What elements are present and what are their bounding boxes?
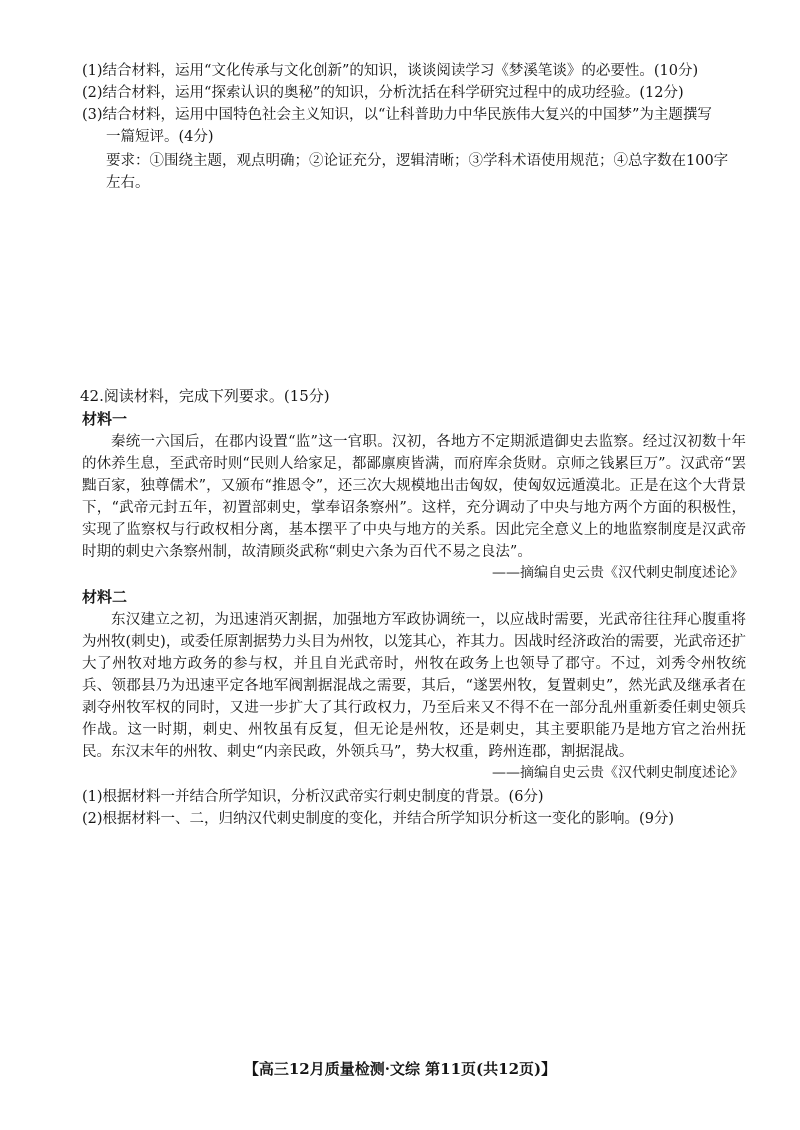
- page-footer: 【高三12月质量检测·文综 第11页(共12页)】: [243, 1060, 557, 1078]
- material-2-text: 东汉建立之初，为迅速消灭割据，加强地方军政协调统一，以应战时需要，光武帝往往拜心腹重将为州牧(刺史)，或委任原割据势力头目为州牧，以笼其心，祚其力。因战时经济政治的需要，光武帝还扩大了州牧对地方政务的参与权，并且自光武帝时，州牧在政务上也领导了郡守。不过，刘秀令州牧统兵、领郡县乃为迅速平定各地军阀割据混战之需要，其后，“遂罢州牧，复置刺史”，然光武及继承者在剥夺州牧军权的同时，又进一步扩大了其行政权力，乃至后来又不得不在一部分乱州重新委任刺史领兵作战。这一时期，刺史、州牧虽有反复，但无论是州牧，还是刺史，其主要职能乃是地方官之治州抚民。东汉末年的州牧、刺史“内亲民政，外领兵马”，势大权重，跨州连郡，割据混战。: [82, 612, 746, 760]
- material-2-label: 材料二: [82, 588, 128, 606]
- material-1-source: ——摘编自史云贵《汉代刺史制度述论》: [492, 565, 744, 581]
- requirements-line-continued: 左右。: [106, 175, 150, 191]
- material-2-source: ——摘编自史云贵《汉代刺史制度述论》: [492, 765, 744, 781]
- question-42-2: (2)根据材料一、二，归纳汉代刺史制度的变化，并结合所学知识分析这一变化的影响。(9分): [82, 811, 675, 827]
- material-1-text: 秦统一六国后，在郡内设置“监”这一官职。汉初，各地方不定期派遣御史去监察。经过汉初数十年的休养生息，至武帝时则“民则人给家足，都鄙廪庾皆满，而府库余货财。京师之钱累巨万”。汉武帝“罢黜百家，独尊儒术”，又颁布“推恩令”，还三次大规模地出击匈奴，使匈奴远遁漠北。正是在这个大背景下，“武帝元封五年，初置部刺史，掌奉诏条察州”。这样，充分调动了中央与地方两个方面的积极性，实现了监察权与行政权相分离，基本摆平了中央与地方的关系。因此完全意义上的地监察制度是汉武帝时期的刺史六条察州制，故清顾炎武称“刺史六条为百代不易之良法”。: [82, 434, 746, 560]
- question-42-1: (1)根据材料一并结合所学知识，分析汉武帝实行刺史制度的背景。(6分): [82, 789, 544, 805]
- question-41-3: (3)结合材料，运用中国特色社会主义知识，以“让科普助力中华民族伟大复兴的中国梦”为主题撰写: [82, 107, 712, 123]
- question-42-heading: 42.阅读材料，完成下列要求。(15分): [80, 387, 330, 405]
- question-41-2: (2)结合材料，运用“探索认识的奥秘”的知识，分析沈括在科学研究过程中的成功经验。(12分): [82, 85, 684, 101]
- requirements-line: 要求：①围绕主题，观点明确；②论证充分，逻辑清晰；③学科术语使用规范；④总字数在100字: [106, 153, 729, 169]
- material-1-label: 材料一: [82, 410, 128, 428]
- question-41-3-continued: 一篇短评。(4分): [106, 129, 214, 145]
- question-41-1: (1)结合材料，运用“文化传承与文化创新”的知识，谈谈阅读学习《梦溪笔谈》的必要性。(10分): [82, 63, 699, 79]
